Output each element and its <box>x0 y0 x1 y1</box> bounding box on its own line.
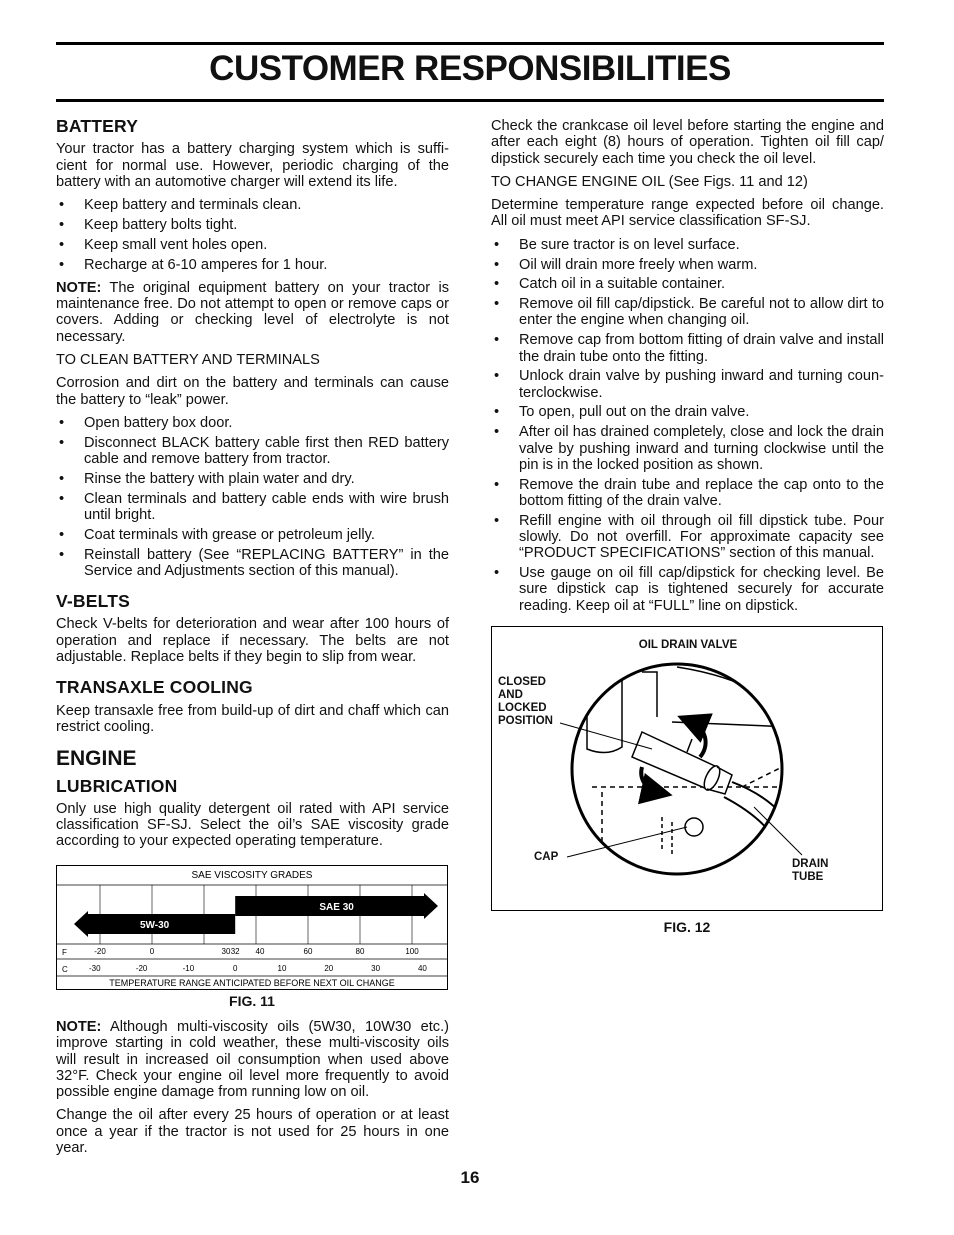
list-item: • Coat terminals with grease or petroleum jelly. <box>56 527 449 543</box>
change-oil-heading: TO CHANGE ENGINE OIL (See Figs. 11 and 12) <box>491 173 808 190</box>
note-label: NOTE: <box>56 1019 102 1035</box>
change-oil-bullets <box>491 237 884 614</box>
cap-label: CAP <box>534 851 559 863</box>
list-item: • Remove oil fill cap/dipstick. Be careful not to allow dirt to enter the engine when changing oil. <box>491 296 884 329</box>
f-tick-label: 100 <box>405 947 419 956</box>
transaxle-heading: TRANSAXLE COOLING <box>56 677 253 698</box>
chart-title: SAE VISCOSITY GRADES <box>191 870 313 881</box>
list-item: • To open, pull out on the drain valve. <box>491 404 884 420</box>
battery-bullets <box>56 197 449 273</box>
top-rule <box>56 42 884 45</box>
viscosity-chart <box>56 865 448 990</box>
clean-battery-bullets <box>56 415 449 579</box>
f-tick-label: -20 <box>94 947 106 956</box>
fig11-caption: FIG. 11 <box>229 993 275 1009</box>
fig12-title: OIL DRAIN VALVE <box>638 639 738 651</box>
list-item: • Remove cap from bottom fitting of drain valve and install the drain tube onto the fitting. <box>491 332 884 365</box>
vbelts-heading: V-BELTS <box>56 591 130 612</box>
lubrication-heading: LUBRICATION <box>56 775 178 796</box>
f-tick-label: 80 <box>355 947 365 956</box>
list-item: • Be sure tractor is on level surface. <box>491 237 884 253</box>
c-tick-label: 40 <box>417 964 427 973</box>
c-tick-label: -30 <box>89 964 101 973</box>
list-item: • Clean terminals and battery cable ends with wire brush until bright. <box>56 491 449 524</box>
list-item: • Open battery box door. <box>56 415 449 431</box>
c-tick-label: -10 <box>182 964 195 973</box>
list-item: • Refill engine with oil through oil fill dipstick tube. Pour slowly. Do not overfill. For approximate capacity see “PRODUCT SPECIFICATIONS” section of this manual. <box>491 513 884 562</box>
c-tick-label: 0 <box>232 964 238 973</box>
note-text: Although multi-viscosity oils (5W30, 10W30 etc.) improve starting in cold weather, these multi-viscosity oils will result in increased oil consumption when used above 32°F. Check your engine oil level more frequently to avoid possible engine damage from running low on oil. <box>56 1019 449 1101</box>
vbelts-text: Check V-belts for deterioration and wear after 100 hours of operation and replace if necessary. The belts are not adjustable. Replace belts if they begin to slip from wear. <box>56 616 449 666</box>
list-item: • Unlock drain valve by pushing inward and turning coun-terclockwise. <box>491 368 884 401</box>
fig12-caption: FIG. 12 <box>663 919 711 935</box>
list-item: • Use gauge on oil fill cap/dipstick for checking level. Be sure dipstick cap is tightened securely for accurate reading. Keep oil at “FULL” line on dipstick. <box>491 565 884 614</box>
c-axis-label: C <box>62 965 68 974</box>
list-item: • Remove the drain tube and replace the cap onto to the bottom fitting of the drain valve. <box>491 477 884 510</box>
c-tick-label: 30 <box>371 964 381 973</box>
right-column <box>491 118 884 621</box>
note-text: The original equipment battery on your tractor is maintenance free. Do not attempt to open or remove caps or covers. Adding or checking level of electrolyte is not necessary. <box>56 279 449 345</box>
left-column <box>56 118 449 857</box>
fig12-illustration <box>491 626 883 911</box>
f-axis-label: F <box>62 948 67 957</box>
bar-label: SAE 30 <box>319 902 354 913</box>
determine-text: Determine temperature range expected before oil change. All oil must meet API service classification SF-SJ. <box>491 197 884 230</box>
list-item: • Recharge at 6-10 amperes for 1 hour. <box>56 257 449 273</box>
chart-x-label: TEMPERATURE RANGE ANTICIPATED BEFORE NEXT OIL CHANGE <box>109 978 395 988</box>
f-axis-ticks <box>94 947 419 956</box>
page-number: 16 <box>460 1168 480 1187</box>
list-item: • Keep small vent holes open. <box>56 237 449 253</box>
note-label: NOTE: <box>56 279 102 296</box>
list-item: • Catch oil in a suitable container. <box>491 276 884 292</box>
c-tick-label: 10 <box>277 964 287 973</box>
drain-tube-label: DRAIN TUBE <box>792 858 829 883</box>
f-tick-label: 40 <box>255 947 265 956</box>
battery-intro: Your tractor has a battery charging system which is suffi-cient for normal use. However, periodic charging of the battery with an automotive charger will extend its life. <box>56 141 449 190</box>
engine-note-block <box>56 1019 449 1163</box>
check-oil-text: Check the crankcase oil level before starting the engine and after each eight (8) hours of operation. Tighten oil fill cap/ dipstick securely each time you check the oil level. <box>491 118 884 167</box>
c-tick-label: 20 <box>324 964 334 973</box>
lubrication-text: Only use high quality detergent oil rated with API service classification SF-SJ. Select the oil’s SAE viscosity grade according to your expected operating temperature. <box>56 800 449 850</box>
list-item: • Reinstall battery (See “REPLACING BATTERY” in the Service and Adjustments section of this manual). <box>56 547 449 580</box>
f-tick-label: 60 <box>303 947 313 956</box>
bar-label: 5W-30 <box>139 920 170 931</box>
closed-locked-label: CLOSED AND LOCKED POSITION <box>498 676 553 727</box>
c-axis-ticks <box>89 964 427 973</box>
list-item: • Oil will drain more freely when warm. <box>491 257 884 273</box>
engine-note <box>56 1019 449 1100</box>
drain-valve-drawing <box>492 627 884 912</box>
battery-note <box>56 280 449 345</box>
c-tick-label: -20 <box>135 964 148 973</box>
page-title: CUSTOMER RESPONSIBILITIES <box>209 49 731 88</box>
f-tick-label: 0 <box>149 947 155 956</box>
engine-heading: ENGINE <box>56 747 137 771</box>
f-tick-label: 30 <box>221 947 231 956</box>
battery-heading: BATTERY <box>56 116 139 136</box>
oil-change-interval: Change the oil after every 25 hours of operation or at least once a year if the tractor is not used for 25 hours in one year. <box>56 1107 449 1157</box>
list-item: • After oil has drained completely, close and lock the drain valve by pushing inward and turning clockwise until the pin is in the locked position as shown. <box>491 424 884 473</box>
list-item: • Keep battery bolts tight. <box>56 217 449 233</box>
clean-battery-heading: TO CLEAN BATTERY AND TERMINALS <box>56 352 320 369</box>
list-item: • Keep battery and terminals clean. <box>56 197 449 213</box>
f-tick-label: 32 <box>230 947 240 956</box>
list-item: • Rinse the battery with plain water and dry. <box>56 471 449 487</box>
list-item: • Disconnect BLACK battery cable first then RED battery cable and remove battery from tractor. <box>56 435 449 468</box>
transaxle-text: Keep transaxle free from build-up of dirt and chaff which can restrict cooling. <box>56 702 449 735</box>
clean-battery-intro: Corrosion and dirt on the battery and terminals can cause the battery to “leak” power. <box>56 375 449 408</box>
title-underline <box>56 99 884 102</box>
